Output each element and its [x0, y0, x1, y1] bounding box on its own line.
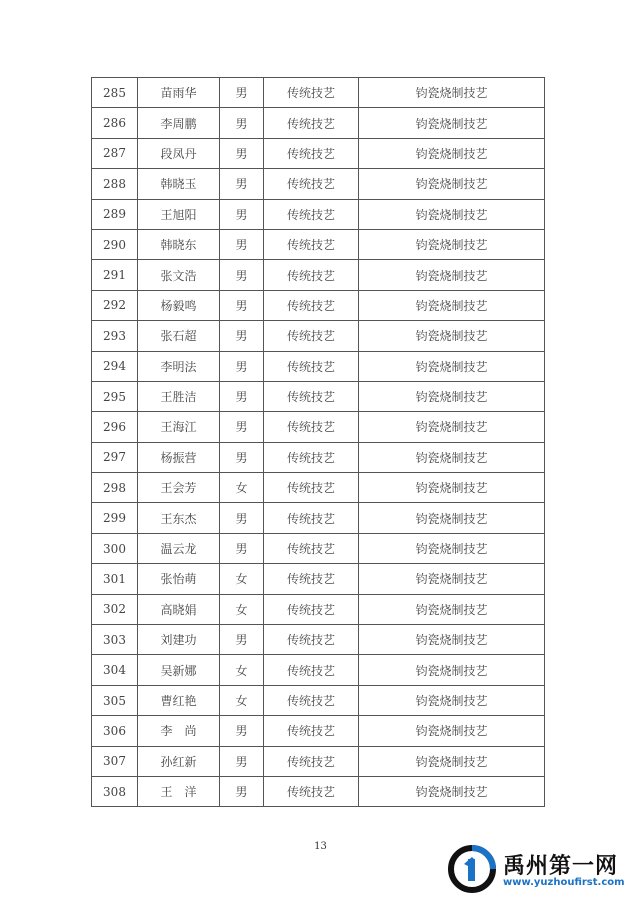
row-number-cell: 304 [92, 655, 138, 685]
gender-cell: 男 [220, 716, 264, 746]
table-row [92, 412, 545, 442]
row-number-cell: 306 [92, 716, 138, 746]
heritage-item-cell: 钧瓷烧制技艺 [359, 685, 545, 715]
person-name-cell: 孙红新 [138, 746, 220, 776]
table-row [92, 169, 545, 199]
person-name-cell: 张石超 [138, 321, 220, 351]
row-number-cell: 295 [92, 381, 138, 411]
page-number: 13 [314, 841, 327, 852]
row-number-cell: 300 [92, 533, 138, 563]
person-name-cell: 张怡萌 [138, 564, 220, 594]
gender-cell: 男 [220, 78, 264, 108]
table-row [92, 260, 545, 290]
person-name-cell: 韩晓玉 [138, 169, 220, 199]
row-number-cell: 290 [92, 229, 138, 259]
roster-table-body [92, 78, 545, 807]
gender-cell: 男 [220, 412, 264, 442]
category-cell: 传统技艺 [264, 138, 359, 168]
row-number-cell: 298 [92, 473, 138, 503]
person-name-cell: 段凤丹 [138, 138, 220, 168]
person-name-cell: 王东杰 [138, 503, 220, 533]
category-cell: 传统技艺 [264, 169, 359, 199]
person-name-cell: 李明法 [138, 351, 220, 381]
gender-cell: 男 [220, 229, 264, 259]
person-name-cell: 李 尚 [138, 716, 220, 746]
gender-cell: 男 [220, 169, 264, 199]
gender-cell: 男 [220, 351, 264, 381]
site-watermark [447, 844, 627, 898]
table-row [92, 685, 545, 715]
heritage-item-cell: 钧瓷烧制技艺 [359, 229, 545, 259]
gender-cell: 男 [220, 290, 264, 320]
person-name-cell: 王胜洁 [138, 381, 220, 411]
category-cell: 传统技艺 [264, 442, 359, 472]
heritage-item-cell: 钧瓷烧制技艺 [359, 746, 545, 776]
table-row [92, 625, 545, 655]
heritage-item-cell: 钧瓷烧制技艺 [359, 564, 545, 594]
category-cell: 传统技艺 [264, 594, 359, 624]
table-row [92, 138, 545, 168]
gender-cell: 男 [220, 746, 264, 776]
roster-table [91, 77, 545, 807]
category-cell: 传统技艺 [264, 229, 359, 259]
heritage-item-cell: 钧瓷烧制技艺 [359, 108, 545, 138]
person-name-cell: 王旭阳 [138, 199, 220, 229]
table-row [92, 473, 545, 503]
category-cell: 传统技艺 [264, 473, 359, 503]
gender-cell: 女 [220, 594, 264, 624]
heritage-item-cell: 钧瓷烧制技艺 [359, 533, 545, 563]
heritage-item-cell: 钧瓷烧制技艺 [359, 776, 545, 806]
table-row [92, 321, 545, 351]
table-row [92, 594, 545, 624]
row-number-cell: 297 [92, 442, 138, 472]
category-cell: 传统技艺 [264, 108, 359, 138]
table-row [92, 776, 545, 806]
heritage-item-cell: 钧瓷烧制技艺 [359, 260, 545, 290]
gender-cell: 女 [220, 473, 264, 503]
row-number-cell: 294 [92, 351, 138, 381]
category-cell: 传统技艺 [264, 78, 359, 108]
heritage-item-cell: 钧瓷烧制技艺 [359, 199, 545, 229]
gender-cell: 男 [220, 442, 264, 472]
gender-cell: 男 [220, 776, 264, 806]
heritage-item-cell: 钧瓷烧制技艺 [359, 442, 545, 472]
row-number-cell: 291 [92, 260, 138, 290]
gender-cell: 男 [220, 108, 264, 138]
row-number-cell: 287 [92, 138, 138, 168]
category-cell: 传统技艺 [264, 260, 359, 290]
gender-cell: 男 [220, 321, 264, 351]
table-row [92, 716, 545, 746]
gender-cell: 男 [220, 199, 264, 229]
row-number-cell: 299 [92, 503, 138, 533]
category-cell: 传统技艺 [264, 290, 359, 320]
person-name-cell: 曹红艳 [138, 685, 220, 715]
gender-cell: 男 [220, 381, 264, 411]
category-cell: 传统技艺 [264, 199, 359, 229]
watermark-title: 禹州第一网 [503, 854, 619, 879]
category-cell: 传统技艺 [264, 381, 359, 411]
row-number-cell: 286 [92, 108, 138, 138]
category-cell: 传统技艺 [264, 412, 359, 442]
category-cell: 传统技艺 [264, 746, 359, 776]
row-number-cell: 302 [92, 594, 138, 624]
person-name-cell: 王会芳 [138, 473, 220, 503]
row-number-cell: 292 [92, 290, 138, 320]
row-number-cell: 305 [92, 685, 138, 715]
row-number-cell: 293 [92, 321, 138, 351]
gender-cell: 男 [220, 260, 264, 290]
person-name-cell: 杨毅鸣 [138, 290, 220, 320]
heritage-item-cell: 钧瓷烧制技艺 [359, 351, 545, 381]
category-cell: 传统技艺 [264, 533, 359, 563]
gender-cell: 女 [220, 655, 264, 685]
table-row [92, 533, 545, 563]
row-number-cell: 307 [92, 746, 138, 776]
category-cell: 传统技艺 [264, 351, 359, 381]
person-name-cell: 杨振营 [138, 442, 220, 472]
person-name-cell: 刘建功 [138, 625, 220, 655]
table-row [92, 564, 545, 594]
person-name-cell: 王海江 [138, 412, 220, 442]
heritage-item-cell: 钧瓷烧制技艺 [359, 716, 545, 746]
table-row [92, 199, 545, 229]
category-cell: 传统技艺 [264, 321, 359, 351]
heritage-item-cell: 钧瓷烧制技艺 [359, 290, 545, 320]
heritage-item-cell: 钧瓷烧制技艺 [359, 503, 545, 533]
category-cell: 传统技艺 [264, 564, 359, 594]
gender-cell: 男 [220, 503, 264, 533]
heritage-item-cell: 钧瓷烧制技艺 [359, 381, 545, 411]
heritage-item-cell: 钧瓷烧制技艺 [359, 138, 545, 168]
heritage-item-cell: 钧瓷烧制技艺 [359, 594, 545, 624]
table-row [92, 442, 545, 472]
gender-cell: 男 [220, 625, 264, 655]
heritage-item-cell: 钧瓷烧制技艺 [359, 473, 545, 503]
table-row [92, 290, 545, 320]
category-cell: 传统技艺 [264, 503, 359, 533]
heritage-item-cell: 钧瓷烧制技艺 [359, 625, 545, 655]
table-row [92, 78, 545, 108]
person-name-cell: 韩晓东 [138, 229, 220, 259]
category-cell: 传统技艺 [264, 625, 359, 655]
person-name-cell: 苗雨华 [138, 78, 220, 108]
heritage-item-cell: 钧瓷烧制技艺 [359, 169, 545, 199]
watermark-url: www.yuzhoufirst.com [503, 877, 625, 888]
row-number-cell: 285 [92, 78, 138, 108]
person-name-cell: 李周鹏 [138, 108, 220, 138]
person-name-cell: 温云龙 [138, 533, 220, 563]
person-name-cell: 王 洋 [138, 776, 220, 806]
category-cell: 传统技艺 [264, 685, 359, 715]
table-row [92, 381, 545, 411]
row-number-cell: 303 [92, 625, 138, 655]
row-number-cell: 289 [92, 199, 138, 229]
row-number-cell: 301 [92, 564, 138, 594]
person-name-cell: 张文浩 [138, 260, 220, 290]
person-name-cell: 吴新娜 [138, 655, 220, 685]
row-number-cell: 296 [92, 412, 138, 442]
person-name-cell: 高晓娟 [138, 594, 220, 624]
category-cell: 传统技艺 [264, 716, 359, 746]
heritage-item-cell: 钧瓷烧制技艺 [359, 412, 545, 442]
gender-cell: 男 [220, 138, 264, 168]
table-row [92, 655, 545, 685]
table-row [92, 229, 545, 259]
row-number-cell: 308 [92, 776, 138, 806]
heritage-item-cell: 钧瓷烧制技艺 [359, 655, 545, 685]
heritage-item-cell: 钧瓷烧制技艺 [359, 78, 545, 108]
category-cell: 传统技艺 [264, 655, 359, 685]
site-logo-icon [447, 844, 497, 894]
heritage-item-cell: 钧瓷烧制技艺 [359, 321, 545, 351]
row-number-cell: 288 [92, 169, 138, 199]
table-row [92, 746, 545, 776]
gender-cell: 男 [220, 533, 264, 563]
gender-cell: 女 [220, 685, 264, 715]
table-row [92, 351, 545, 381]
table-row [92, 503, 545, 533]
table-row [92, 108, 545, 138]
gender-cell: 女 [220, 564, 264, 594]
category-cell: 传统技艺 [264, 776, 359, 806]
